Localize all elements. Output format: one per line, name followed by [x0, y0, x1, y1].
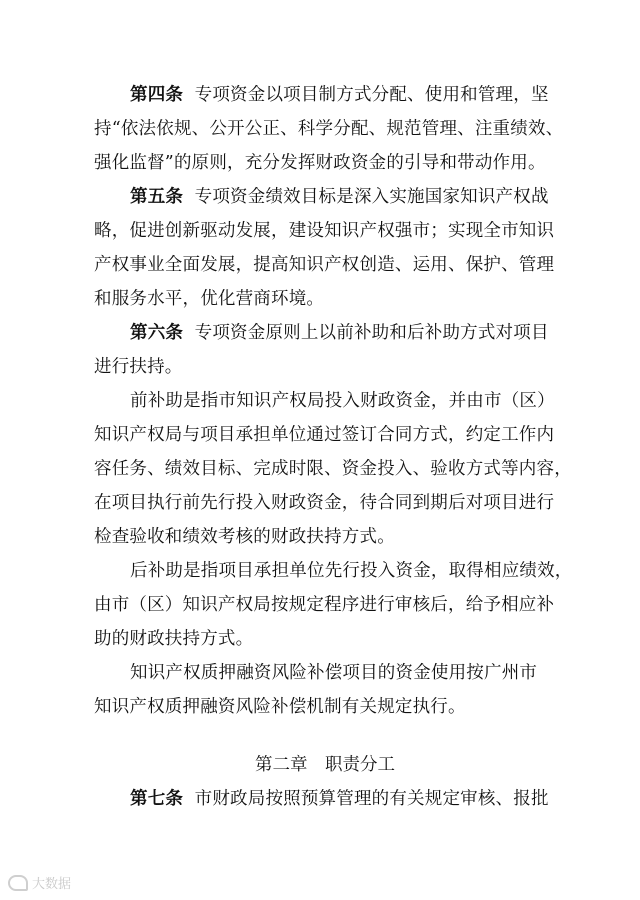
article-6-text-1: 专项资金原则上以前补助和后补助方式对项目 [194, 323, 549, 343]
watermark [8, 873, 71, 892]
pledge-text-1: 知识产权质押融资风险补偿项目的资金使用按广州市 [130, 663, 538, 683]
pledge-text-2: 知识产权质押融资风险补偿机制有关规定执行。 [94, 697, 466, 717]
document-body [94, 78, 573, 816]
paragraph-line [94, 78, 556, 112]
paragraph-line [94, 316, 556, 350]
watermark-text: 大数据 [32, 877, 72, 892]
article-7-label: 第七条 [130, 789, 184, 809]
paragraph-line [94, 180, 556, 214]
article-4-paragraph [94, 78, 564, 180]
article-4-text-2: 持“依法依规、公开公正、科学分配、规范管理、注重绩效、 [94, 119, 564, 139]
pledge-paragraph [94, 656, 556, 724]
chapter-2-heading: 第二章 职责分工 [255, 755, 395, 775]
pre-subsidy-text-4: 在项目执行前先行投入财政资金，待合同到期后对项目进行 [94, 493, 555, 513]
article-5-text-4: 和服务水平，优化营商环境。 [94, 289, 325, 309]
post-subsidy-text-1: 后补助是指项目承担单位先行投入资金，取得相应绩效， [130, 561, 573, 581]
pre-subsidy-paragraph [94, 384, 572, 554]
article-6-label: 第六条 [130, 323, 184, 343]
article-5-text-2: 略，促进创新驱动发展，建设知识产权强市；实现全市知识 [94, 221, 555, 241]
article-4-label: 第四条 [130, 85, 184, 105]
paragraph-line [94, 782, 556, 816]
pre-subsidy-text-3: 容任务、绩效目标、完成时限、资金投入、验收方式等内容， [94, 459, 572, 479]
article-7-text-1: 市财政局按照预算管理的有关规定审核、报批 [194, 789, 549, 809]
post-subsidy-paragraph [94, 554, 573, 656]
article-5-text-3: 产权事业全面发展，提高知识产权创造、运用、保护、管理 [94, 255, 555, 275]
article-4-text-1: 专项资金以项目制方式分配、使用和管理，坚 [194, 85, 549, 105]
article-7-paragraph [94, 782, 556, 816]
article-5-text-1: 专项资金绩效目标是深入实施国家知识产权战 [194, 187, 549, 207]
post-subsidy-text-2: 由市（区）知识产权局按规定程序进行审核后，给予相应补 [94, 595, 555, 615]
article-5-label: 第五条 [130, 187, 184, 207]
article-6-paragraph [94, 316, 556, 384]
article-6-text-2: 进行扶持。 [94, 357, 183, 377]
pre-subsidy-text-5: 检查验收和绩效考核的财政扶持方式。 [94, 527, 395, 547]
pre-subsidy-text-1: 前补助是指市知识产权局投入财政资金，并由市（区） [130, 391, 555, 411]
post-subsidy-text-3: 助的财政扶持方式。 [94, 629, 254, 649]
article-4-text-3: 强化监督”的原则，充分发挥财政资金的引导和带动作用。 [94, 153, 546, 173]
pre-subsidy-text-2: 知识产权局与项目承担单位通过签订合同方式，约定工作内 [94, 425, 555, 445]
article-5-paragraph [94, 180, 556, 316]
chat-bubble-icon [8, 875, 28, 891]
